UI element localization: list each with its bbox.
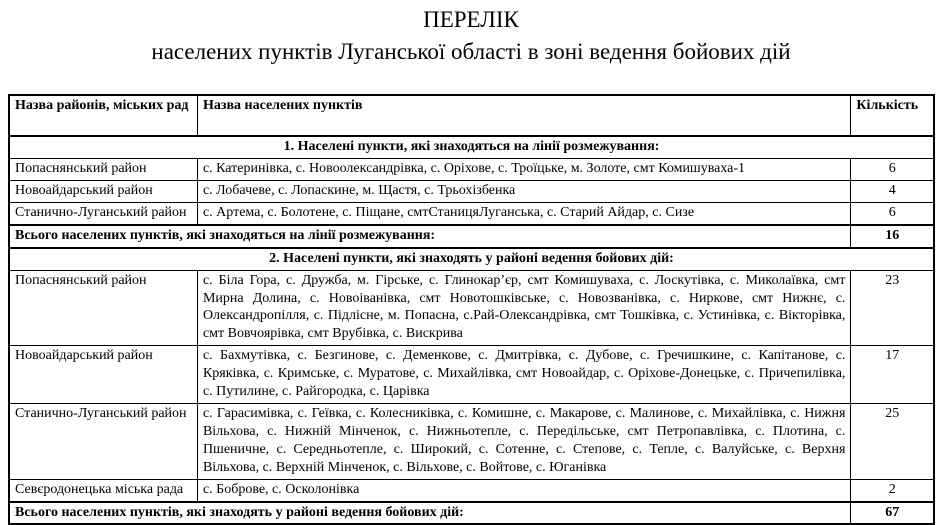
- district-cell: Попаснянський район: [9, 270, 197, 346]
- district-cell: Новоайдарський район: [9, 346, 197, 404]
- settlements-cell: с. Артема, с. Болотене, с. Піщане, смтСтаницяЛуганська, с. Старий Айдар, с. Сизе: [197, 202, 850, 224]
- table-row: [9, 202, 934, 224]
- table-row: [9, 181, 934, 203]
- total-label-cell: Всього населених пунктів, які знаходять у районі ведення бойових дій:: [9, 502, 851, 525]
- count-cell: 6: [851, 202, 934, 224]
- settlements-cell: с. Бахмутівка, с. Безгинове, с. Деменкове, с. Дмитрівка, с. Дубове, с. Гречишкине, с. Капітанове, с. Кряківка, с. Кримське, с. Муратове, с. Михайлівка, смт Новоайдар, с. Оріхове-Донецьке, с. Причепилівка, с. Путилине, с. Райгородка, с. Царівка: [197, 346, 850, 404]
- section-1-heading-row: [9, 136, 934, 158]
- column-header-districts: Назва районів, міських рад: [9, 95, 197, 136]
- settlements-cell: с. Боброве, с. Осколонівка: [197, 479, 850, 501]
- settlements-table: [8, 94, 935, 525]
- count-cell: 2: [851, 479, 934, 501]
- district-cell: Попаснянський район: [9, 159, 197, 181]
- section-1-total-row: [9, 225, 934, 248]
- section-heading: 1. Населені пункти, які знаходяться на лінії розмежування:: [9, 136, 934, 158]
- settlements-cell: с. Лобачеве, с. Лопаскине, м. Щастя, с. Трьохізбенка: [197, 181, 850, 203]
- count-cell: 25: [851, 403, 934, 479]
- count-cell: 4: [851, 181, 934, 203]
- count-cell: 23: [851, 270, 934, 346]
- table-row: [9, 403, 934, 479]
- district-cell: Новоайдарський район: [9, 181, 197, 203]
- document-title: ПЕРЕЛІК: [423, 7, 519, 32]
- section-heading: 2. Населені пункти, які знаходять у районі ведення бойових дій:: [9, 248, 934, 270]
- document-subtitle: населених пунктів Луганської області в зоні ведення бойових дій: [151, 38, 791, 64]
- total-count-cell: 67: [851, 502, 934, 525]
- settlements-cell: с. Гарасимівка, с. Геївка, с. Колесниківка, с. Комишне, с. Макарове, с. Малинове, с. Михайлівка, с. Нижня Вільхова, с. Нижній Мінченок, с. Нижньотепле, с. Передільське, смт Петропавлівка, с. Плотина, с. Пшеничне, с. Середньотепле, с. Широкий, с. Сотенне, с. Степове, с. Тепле, с. Валуйське, с. Верхня Вільхова, с. Верхній Мінченок, с. Вільхове, с. Войтове, с. Юганівка: [197, 403, 850, 479]
- total-label-cell: Всього населених пунктів, які знаходяться на лінії розмежування:: [9, 225, 851, 248]
- settlements-cell: с. Біла Гора, с. Дружба, м. Гірське, с. Глинокар’єр, смт Комишуваха, с. Лоскутівка, с. Миколаївка, смт Мирна Долина, с. Новоіванівка, смт Новотошківське, с. Новозванівка, с. Ниркове, смт Нижнє, с. Олександропілля, с. Підлісне, м. Попасна, с.Рай-Олександрівка, смт Тошківка, с. Устинівка, с. Вікторівка, смт Вовчоярівка, смт Врубівка, с. Вискрива: [197, 270, 850, 346]
- district-cell: Севєродонецька міська рада: [9, 479, 197, 501]
- total-count-cell: 16: [851, 225, 934, 248]
- column-header-settlements: Назва населених пунктів: [197, 95, 850, 136]
- table-row: [9, 159, 934, 181]
- district-cell: Станично-Луганський район: [9, 403, 197, 479]
- table-row: [9, 346, 934, 404]
- settlements-cell: с. Катеринівка, с. Новоолександрівка, с. Оріхове, с. Троїцьке, м. Золоте, смт Комишуваха-1: [197, 159, 850, 181]
- count-cell: 17: [851, 346, 934, 404]
- count-cell: 6: [851, 159, 934, 181]
- document-page: [0, 6, 942, 520]
- section-2-heading-row: [9, 248, 934, 270]
- column-header-count: Кількість: [851, 95, 934, 136]
- table-header-row: [9, 95, 934, 136]
- table-row: [9, 479, 934, 501]
- table-row: [9, 270, 934, 346]
- section-2-total-row: [9, 502, 934, 525]
- district-cell: Станично-Луганський район: [9, 202, 197, 224]
